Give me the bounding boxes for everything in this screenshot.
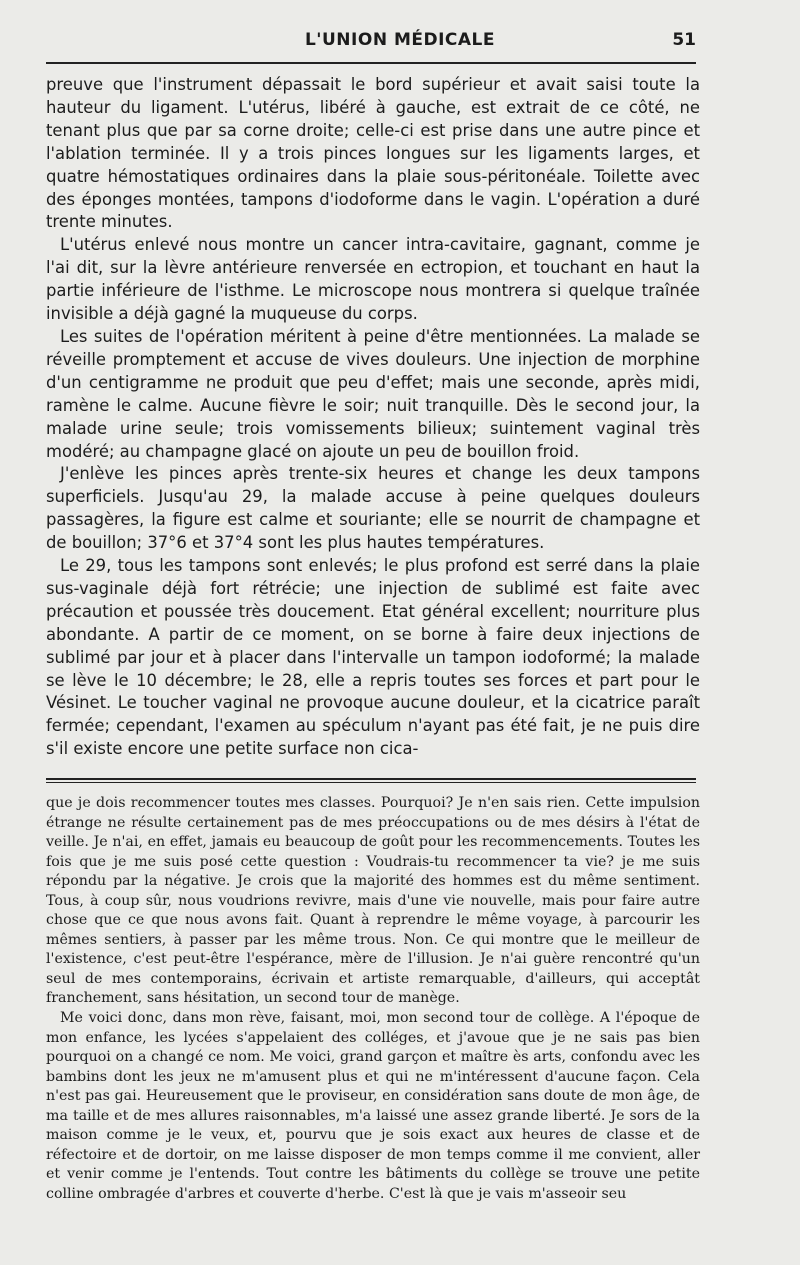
feuilleton-paragraph: que je dois recommencer toutes mes classes. Pourquoi? Je n'en sais rien. Cette impulsion étrange ne résulte certainement pas de mes préoccupations ou de mes désirs à l'état de veille. Je n'ai, en effet, jamais eu beaucoup de goût pour les recommencements. Toutes les fois que je me suis posé cette question : Voudrais-tu recommencer ta vie? je me suis répondu par la négative. Je crois que la majorité des hommes est du même sentiment. Tous, à coup sûr, nous voudrions revivre, mais d'une vie nouvelle, mais pour faire autre chose que ce que nous avons fait. Quant à reprendre le même voyage, à parcourir les mêmes sentiers, à passer par les même trous. Non. Ce qui montre que le meilleur de l'existence, c'est peut-être l'espérance, mère de l'illusion. Je n'ai guère rencontré qu'un seul de mes contemporains, écrivain et artiste remarquable, d'ailleurs, qui acceptât franchement, sans hésitation, un second tour de manège. — [46, 795, 700, 1007]
main-article — [46, 74, 700, 761]
running-header — [0, 28, 800, 58]
header-rule — [46, 62, 696, 64]
page-number: 51 — [672, 30, 696, 50]
journal-title: L'UNION MÉDICALE — [304, 30, 496, 50]
feuilleton — [46, 794, 700, 1204]
feuilleton-paragraph: Me voici donc, dans mon rève, faisant, moi, mon second tour de collège. A l'époque de mon enfance, les lycées s'appelaient des colléges, et j'avoue que je ne sais pas bien pourquoi on a changé ce nom. Me voici, grand garçon et maître ès arts, confondu avec les bambins dont les jeux ne m'amusent plus et qui ne m'intéressent d'aucune façon. Cela n'est pas gai. Heureusement que le proviseur, en considération sans doute de mon âge, de ma taille et de mes allures raisonnables, m'a laissé une assez grande liberté. Je sors de la maison comme je le veux, et, pourvu que je sois exact aux heures de classe et de réfectoire et de dortoir, on me laisse disposer de mon temps comme il me convient, aller et venir comme je l'entends. Tout contre les bâtiments du collège se trouve une petite colline ombragée d'arbres et couverte d'herbe. C'est là que je vais m'asseoir seu — [46, 1010, 700, 1202]
main-paragraph: Le 29, tous les tampons sont enlevés; le plus profond est serré dans la plaie sus-vaginale déjà fort rétrécie; une injection de sublimé est faite avec précaution et poussée très doucement. Etat général excellent; nourriture plus abondante. A partir de ce moment, on se borne à faire deux injections de sublimé par jour et à placer dans l'intervalle un tampon iodoformé; la malade se lève le 10 décembre; le 28, elle a repris toutes ses forces et part pour le Vésinet. Le toucher vaginal ne provoque aucune douleur, et la cicatrice paraît fermée; cependant, l'examen au spéculum n'ayant pas été fait, je ne puis dire s'il existe encore une petite surface non cica- — [46, 556, 700, 759]
main-paragraph: J'enlève les pinces après trente-six heures et change les deux tampons superficiels. Jusqu'au 29, la malade accuse à peine quelques douleurs passagères, la figure est calme et souriante; elle se nourrit de champagne et de bouillon; 37°6 et 37°4 sont les plus hautes températures. — [46, 464, 700, 553]
main-paragraph: Les suites de l'opération méritent à peine d'être mentionnées. La malade se réveille promptement et accuse de vives douleurs. Une injection de morphine d'un centigramme ne produit que peu d'effet; mais une seconde, après midi, ramène le calme. Aucune fièvre le soir; nuit tranquille. Dès le second jour, la malade urine seule; trois vomissements bilieux; suintement vaginal très modéré; au champagne glacé on ajoute un peu de bouillon froid. — [46, 326, 700, 461]
main-paragraph: preuve que l'instrument dépassait le bord supérieur et avait saisi toute la hauteur du ligament. L'utérus, libéré à gauche, est extrait de ce côté, ne tenant plus que par sa corne droite; celle-ci est prise dans une autre pince et l'ablation terminée. Il y a trois pinces longues sur les ligaments larges, et quatre hémostatiques ordinaires dans la plaie sous-péritonéale. Toilette avec des éponges montées, tampons d'iodoforme dans le vagin. L'opération a duré trente minutes. — [46, 75, 700, 232]
feuilleton-separator — [46, 778, 696, 783]
main-paragraph: L'utérus enlevé nous montre un cancer intra-cavitaire, gagnant, comme je l'ai dit, sur la lèvre antérieure renversée en ectropion, et touchant en haut la partie inférieure de l'isthme. Le microscope nous montrera si quelque traînée invisible a déjà gagné la muqueuse du corps. — [46, 235, 700, 324]
